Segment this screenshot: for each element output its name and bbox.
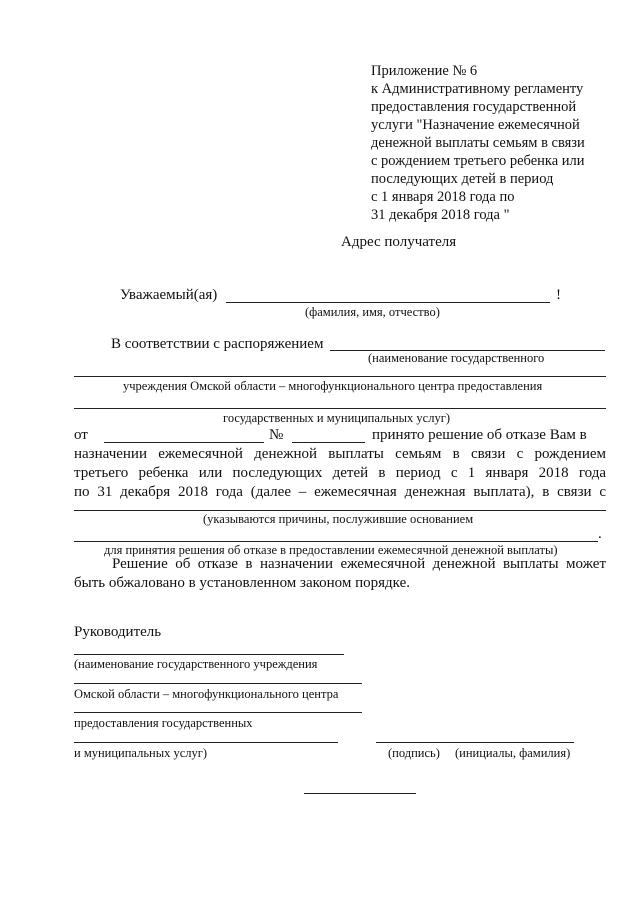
appendix-line-3: предоставления государственной (371, 99, 577, 115)
appeal-line-2: быть обжаловано в установленном законом порядке. (74, 575, 410, 591)
decision-from-label: от (74, 427, 88, 443)
appeal-line-1: Решение об отказе в назначении ежемесячной денежной выплаты может (112, 556, 606, 572)
appendix-line-2: к Административному регламенту (371, 81, 584, 97)
decision-line-3: третьего ребенка или последующих детей в период с 1 января 2018 года (74, 465, 606, 481)
appendix-line-7: последующих детей в период (371, 171, 554, 187)
signature-initials-hint: (инициалы, фамилия) (455, 746, 571, 760)
order-lead-text: В соответствии с распоряжением (111, 336, 324, 352)
recipient-name-hint: (фамилия, имя, отчество) (305, 305, 440, 319)
signature-org-line-1 (74, 654, 344, 655)
reason-line-2 (74, 541, 598, 542)
order-line-3 (74, 408, 606, 409)
order-hint-2: учреждения Омской области – многофункционального центра предоставления (123, 379, 543, 393)
order-hint-3: государственных и муниципальных услуг) (223, 411, 450, 425)
signature-sign-hint: (подпись) (388, 746, 440, 760)
greeting-exclamation: ! (556, 287, 561, 303)
signature-org-line-4 (74, 742, 338, 743)
appendix-line-6: с рождением третьего ребенка или (371, 153, 585, 169)
order-hint-1: (наименование государственного (368, 351, 545, 365)
appendix-line-9: 31 декабря 2018 года " (371, 207, 510, 223)
signature-head: Руководитель (74, 624, 162, 640)
appendix-line-4: услуги "Назначение ежемесячной (371, 117, 580, 133)
decision-line-4: по 31 декабря 2018 года (далее – ежемесячная денежная выплата), в связи с (74, 484, 606, 500)
recipient-address-label: Адрес получателя (341, 234, 457, 250)
decision-date-line (104, 442, 264, 443)
reason-line-1 (74, 510, 606, 511)
recipient-name-line (226, 302, 550, 303)
signature-org-3: предоставления государственных (74, 716, 253, 730)
appendix-line-8: с 1 января 2018 года по (371, 189, 515, 205)
bottom-separator-line (304, 793, 416, 794)
signature-sign-line (376, 742, 574, 743)
decision-number-label: № (269, 427, 284, 443)
decision-number-line (292, 442, 365, 443)
decision-line-2: назначении ежемесячной денежной выплаты семьям в связи с рождением (74, 446, 606, 462)
signature-org-2: Омской области – многофункционального центра (74, 687, 339, 701)
appendix-line-5: денежной выплаты семьям в связи (371, 135, 585, 151)
appendix-line-1: Приложение № 6 (371, 63, 478, 79)
greeting-label: Уважаемый(ая) (120, 287, 218, 303)
reason-end-dot: . (598, 526, 602, 542)
decision-line-1-tail: принято решение об отказе Вам в (372, 427, 587, 443)
signature-org-1: (наименование государственного учреждения (74, 657, 318, 671)
signature-org-line-2 (74, 683, 362, 684)
signature-org-line-3 (74, 712, 362, 713)
reason-hint-1: (указываются причины, послужившие основанием (203, 512, 474, 526)
reason-hint-2: для принятия решения об отказе в предоставлении ежемесячной денежной выплаты) (104, 543, 558, 557)
signature-org-4: и муниципальных услуг) (74, 746, 208, 760)
order-line-2 (74, 376, 606, 377)
